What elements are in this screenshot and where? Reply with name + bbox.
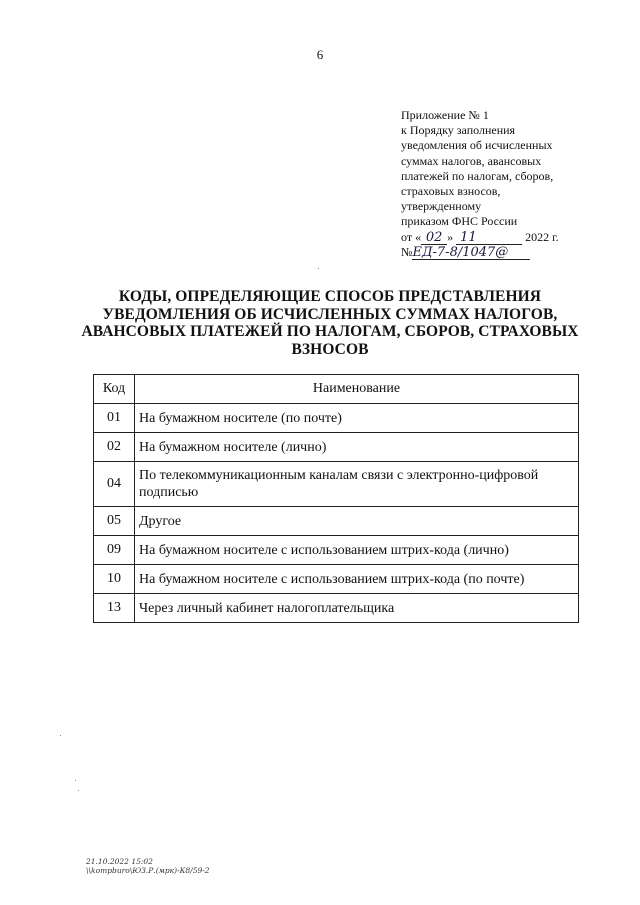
- table-row: [94, 594, 579, 623]
- row-code: 02: [94, 433, 135, 462]
- order-date-day: 02: [421, 231, 447, 245]
- scan-speck: [75, 780, 76, 781]
- order-date-line: [401, 230, 621, 245]
- row-name: На бумажном носителе (лично): [135, 433, 579, 462]
- appendix-line: утвержденному: [401, 199, 482, 214]
- codes-table: [93, 374, 579, 623]
- document-title: КОДЫ, ОПРЕДЕЛЯЮЩИЕ СПОСОБ ПРЕДСТАВЛЕНИЯ УВЕДОМЛЕНИЯ ОБ ИСЧИСЛЕННЫХ СУММАХ НАЛОГОВ, АВАНСОВЫХ ПЛАТЕЖЕЙ ПО НАЛОГАМ, СБОРОВ, СТРАХОВЫХ ВЗНОСОВ: [81, 288, 579, 358]
- footer-timestamp: 21.10.2022 15:02: [86, 857, 153, 866]
- header-name: Наименование: [135, 375, 579, 404]
- order-date-year: 2022 г.: [525, 229, 559, 244]
- footer-stamp: [86, 857, 210, 875]
- appendix-line: уведомления об исчисленных: [401, 138, 553, 153]
- scan-speck: [78, 790, 79, 791]
- scan-speck: [60, 735, 61, 736]
- table-row: [94, 433, 579, 462]
- table-row: [94, 404, 579, 433]
- table-row: [94, 536, 579, 565]
- row-name: На бумажном носителе с использованием штрих-кода (лично): [135, 536, 579, 565]
- table-header-row: [94, 375, 579, 404]
- order-date-prefix: от «: [401, 229, 422, 244]
- appendix-line: к Порядку заполнения: [401, 123, 516, 138]
- page-number: 6: [316, 47, 324, 62]
- order-date-month: 11: [456, 231, 522, 245]
- appendix-line: страховых взносов,: [401, 184, 501, 199]
- row-name: На бумажном носителе с использованием штрих-кода (по почте): [135, 565, 579, 594]
- appendix-line: приказом ФНС России: [401, 214, 518, 229]
- footer-path: \\kompburo\ЮЗ.Р.(мрк)-К8/59-2: [86, 866, 210, 875]
- row-code: 04: [94, 462, 135, 507]
- table-row: [94, 565, 579, 594]
- row-code: 01: [94, 404, 135, 433]
- row-name: Другое: [135, 507, 579, 536]
- order-date-mid: »: [447, 229, 454, 244]
- row-name: Через личный кабинет налогоплательщика: [135, 594, 579, 623]
- appendix-line: платежей по налогам, сборов,: [401, 168, 554, 183]
- row-code: 13: [94, 594, 135, 623]
- row-code: 09: [94, 536, 135, 565]
- order-number-line: [401, 245, 621, 260]
- row-name: На бумажном носителе (по почте): [135, 404, 579, 433]
- appendix-block: [401, 108, 621, 260]
- appendix-line: Приложение № 1: [401, 108, 489, 122]
- header-code: Код: [94, 375, 135, 404]
- order-number-prefix: №: [401, 244, 413, 259]
- row-code: 05: [94, 507, 135, 536]
- table-row: [94, 507, 579, 536]
- table-row: [94, 462, 579, 507]
- scan-speck: [318, 268, 319, 269]
- row-name: По телекоммуникационным каналам связи с электронно-цифровой подписью: [135, 462, 579, 507]
- appendix-line: суммах налогов, авансовых: [401, 153, 542, 168]
- order-number: ЕД-7-8/1047@: [412, 246, 530, 260]
- row-code: 10: [94, 565, 135, 594]
